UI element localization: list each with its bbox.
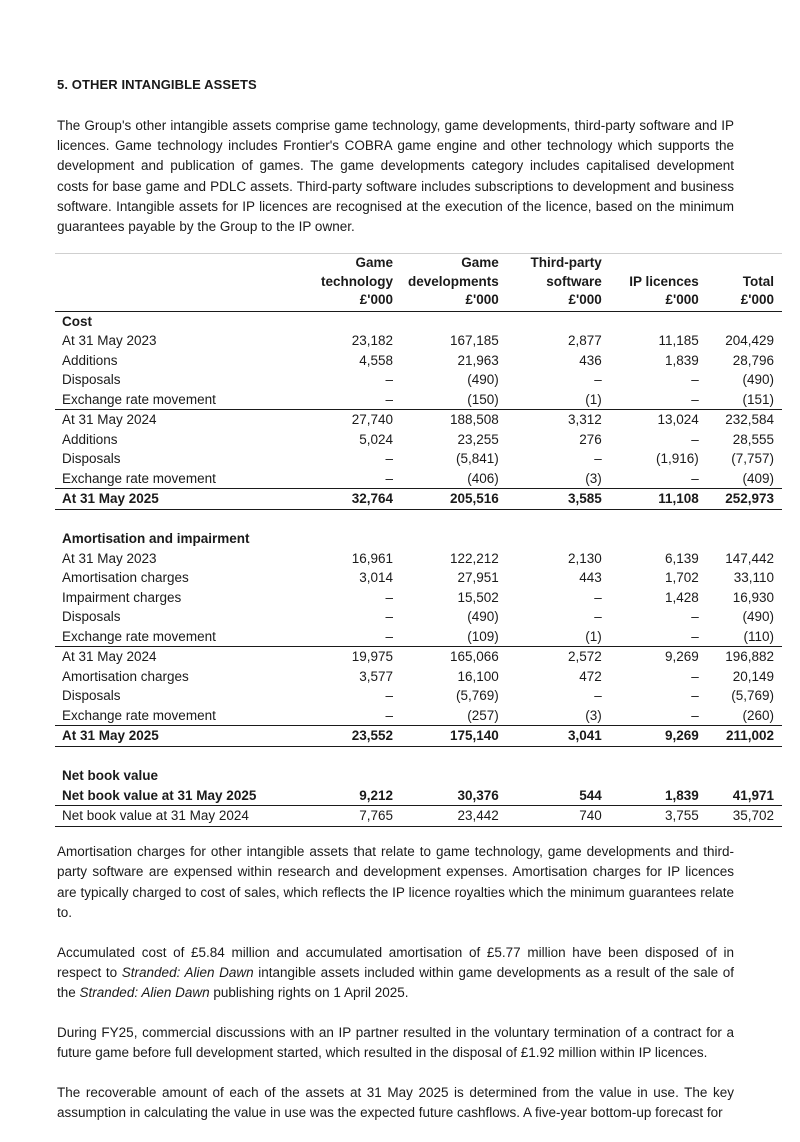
row-label: Exchange rate movement (62, 707, 216, 723)
row-label: At 31 May 2025 (55, 489, 306, 510)
cell-value: – (594, 589, 602, 605)
cell-value: 1,839 (610, 786, 707, 806)
cell-value: (1) (585, 628, 602, 644)
cell-value: – (385, 451, 393, 466)
cell-value: – (691, 391, 699, 407)
col-header-line: technology (320, 273, 393, 289)
cell-value: – (385, 372, 393, 387)
cell-value: 205,516 (401, 489, 507, 510)
cell-value: (406) (467, 470, 499, 486)
cell-value: 9,269 (610, 726, 707, 747)
row-label: Exchange rate movement (62, 628, 216, 644)
cell-value: – (594, 451, 602, 466)
amortisation-row (55, 549, 782, 569)
row-label: Disposals (62, 688, 121, 703)
cell-value: 443 (579, 570, 602, 585)
col-header-line: Game (355, 255, 393, 270)
cell-value: – (691, 609, 699, 624)
col-header-ip-licences (610, 254, 707, 312)
section-title: Amortisation and impairment (62, 531, 250, 546)
amortisation-row (55, 667, 782, 687)
cost-row (55, 390, 782, 410)
cell-value: (150) (467, 391, 499, 407)
row-label: Impairment charges (62, 589, 182, 605)
cell-value: – (691, 470, 699, 486)
nbv-row (55, 806, 782, 827)
notes-paragraphs (57, 842, 734, 1142)
cell-value: – (594, 688, 602, 703)
amortisation-row (55, 568, 782, 588)
cell-value: 23,552 (306, 726, 401, 747)
cell-value: – (691, 628, 699, 644)
cell-value: – (691, 707, 699, 723)
cell-value: 41,971 (707, 786, 782, 806)
row-label: Exchange rate movement (62, 470, 216, 486)
cell-value: (5,769) (456, 688, 499, 703)
cell-value: – (385, 609, 393, 624)
row-label: Amortisation charges (62, 668, 189, 684)
nbv-row (55, 786, 782, 806)
cell-value: (1,916) (656, 451, 699, 466)
row-label: Disposals (62, 451, 121, 466)
cell-value: 1,839 (664, 352, 699, 368)
col-header-game-technology (306, 254, 401, 312)
cell-value: – (691, 668, 699, 684)
paragraph-ip-termination: During FY25, commercial discussions with an IP partner resulted in the voluntary termination of a contract for a future game before full development started, which resulted in the disposal of £1.92 million within IP licences. (57, 1024, 734, 1061)
row-label: Amortisation charges (62, 570, 189, 585)
intangible-assets-table (55, 253, 782, 827)
cell-value: 204,429 (725, 333, 774, 348)
cell-value: 19,975 (306, 647, 401, 667)
cell-value: – (385, 589, 393, 605)
paragraph-text: Accumulated cost of £5.84 million and accumulated amortisation of £5.77 million have been disposed of in respect to (57, 944, 734, 981)
cell-value: (1) (585, 391, 602, 407)
amortisation-row (55, 706, 782, 726)
cell-value: – (385, 391, 393, 407)
col-header-unit: £'000 (465, 292, 499, 307)
table-body (55, 311, 782, 826)
cell-value: 122,212 (449, 550, 499, 566)
cell-value: 5,024 (359, 431, 393, 447)
cell-value: 27,740 (306, 410, 401, 430)
row-label: Disposals (62, 609, 121, 624)
cost-row (55, 331, 782, 351)
cell-value: 147,442 (725, 550, 774, 566)
row-label: Disposals (62, 372, 121, 387)
amortisation-row (55, 726, 782, 747)
cell-value: 21,963 (457, 352, 499, 368)
cost-row (55, 469, 782, 489)
cell-value: 544 (507, 786, 610, 806)
amortisation-row (55, 607, 782, 627)
cell-value: 3,585 (507, 489, 610, 510)
cell-value: (3) (585, 470, 602, 486)
cell-value: (110) (743, 628, 774, 644)
row-label: At 31 May 2023 (62, 550, 157, 566)
cell-value: 32,764 (306, 489, 401, 510)
cost-row (55, 430, 782, 450)
row-label: Exchange rate movement (62, 391, 216, 407)
col-header-unit: £'000 (665, 292, 699, 307)
cell-value: 23,255 (457, 431, 499, 447)
col-header-third-party-software (507, 254, 610, 312)
cost-row (55, 489, 782, 510)
col-header-unit: £'000 (359, 292, 393, 307)
col-header-line: developments (408, 273, 499, 289)
cell-value: 252,973 (707, 489, 782, 510)
row-label: Net book value at 31 May 2025 (55, 786, 306, 806)
cell-value: 9,269 (610, 647, 707, 667)
cell-value: 20,149 (732, 668, 774, 684)
amortisation-row (55, 647, 782, 667)
section-title: Net book value (62, 768, 159, 783)
cell-value: (5,769) (731, 688, 774, 703)
cell-value: 211,002 (707, 726, 782, 747)
cell-value: 3,041 (507, 726, 610, 747)
cell-value: (7,757) (731, 451, 774, 466)
paragraph-text: intangible assets included within game developments as a result of the sale of the (57, 965, 734, 1001)
cell-value: 23,442 (401, 806, 507, 827)
cell-value: – (385, 628, 393, 644)
cell-value: 27,951 (457, 570, 499, 585)
paragraph-recoverable-amount: The recoverable amount of each of the assets at 31 May 2025 is determined from the value in use. The key assumption in calculating the value in use was the expected future cashflows. A five-year bottom-up forecast for (57, 1084, 734, 1121)
cell-value: (109) (467, 628, 499, 644)
amortisation-row (55, 686, 782, 706)
cell-value: 28,796 (732, 352, 774, 368)
cell-value: 35,702 (707, 806, 782, 827)
cell-value: – (691, 372, 699, 387)
cell-value: – (594, 609, 602, 624)
amortisation-row (55, 588, 782, 608)
cell-value: – (594, 372, 602, 387)
row-label: At 31 May 2024 (55, 647, 306, 667)
col-header-line: Total (742, 273, 774, 289)
col-header-line: IP licences (629, 273, 699, 289)
spacer-cell (55, 509, 782, 529)
row-label: At 31 May 2023 (62, 333, 157, 348)
col-header-game-developments (401, 254, 507, 312)
cell-value: 740 (507, 806, 610, 827)
cell-value: 23,182 (351, 333, 393, 348)
col-header-line: Game (461, 255, 499, 270)
cell-value: – (691, 688, 699, 703)
cell-value: 196,882 (707, 647, 782, 667)
section-heading: 5. OTHER INTANGIBLE ASSETS (57, 77, 257, 92)
cell-value: 13,024 (610, 410, 707, 430)
section-title: Cost (62, 313, 92, 329)
spacer-row (55, 509, 782, 529)
cell-value: 16,930 (732, 589, 774, 605)
cell-value: 9,212 (306, 786, 401, 806)
cell-value: 2,572 (507, 647, 610, 667)
cell-value: (260) (742, 707, 774, 723)
cell-value: – (385, 688, 393, 703)
cell-value: (490) (742, 609, 774, 624)
cell-value: 16,961 (351, 550, 393, 566)
cell-value: 472 (579, 668, 602, 684)
cost-row (55, 449, 782, 469)
cost-row (55, 351, 782, 371)
cell-value: 6,139 (664, 550, 699, 566)
col-header-total (707, 254, 782, 312)
cell-value: 3,014 (359, 570, 393, 585)
cell-value: (490) (742, 372, 774, 387)
cell-value: – (385, 707, 393, 723)
cell-value: (257) (467, 707, 499, 723)
cell-value: (409) (742, 470, 774, 486)
game-title: Stranded: Alien Dawn (121, 965, 254, 981)
table-header-row (55, 254, 782, 312)
amortisation-row (55, 627, 782, 647)
cell-value: 165,066 (401, 647, 507, 667)
col-header-line: software (546, 273, 602, 289)
cell-value: (151) (742, 391, 774, 407)
cost-row (55, 410, 782, 430)
row-label: Additions (62, 352, 118, 368)
row-label: Net book value at 31 May 2024 (55, 806, 306, 827)
nbv-section-title (55, 766, 782, 786)
cost-row (55, 370, 782, 390)
cell-value: 33,110 (733, 570, 774, 585)
col-header-unit: £'000 (568, 292, 602, 307)
cell-value: (490) (467, 372, 499, 387)
cell-value: 7,765 (306, 806, 401, 827)
cell-value: 2,877 (567, 333, 602, 348)
intro-paragraph: The Group's other intangible assets comprise game technology, game developments, third-party software and IP licences. Game technology includes Frontier's COBRA game engine and other technology which supports the development and publication of games. The game developments category includes capitalised development costs for base game and PDLC assets. Third-party software includes subscriptions to development and business software. Intangible assets for IP licences are recognised at the execution of the licence, based on the minimum guarantees payable by the Group to the IP owner. (57, 118, 734, 235)
cell-value: – (691, 431, 699, 447)
spacer-row (55, 746, 782, 766)
cell-value: 16,100 (457, 668, 499, 684)
spacer-cell (55, 746, 782, 766)
cell-value: 1,428 (664, 589, 699, 605)
cell-value: 3,577 (359, 668, 393, 684)
cell-value: 167,185 (449, 333, 499, 348)
cell-value: – (385, 470, 393, 486)
game-title: Stranded: Alien Dawn (79, 985, 210, 1001)
paragraph-amortisation: Amortisation charges for other intangible assets that relate to game technology, game developments and third-party software are expensed within research and development expenses. Amortisation charges for IP licences are typically charged to cost of sales, which reflects the IP licence royalties which the minimum guarantees relate to. (57, 844, 734, 921)
cell-value: 4,558 (359, 352, 393, 368)
label-column-header (55, 254, 306, 312)
cell-value: 3,312 (507, 410, 610, 430)
cell-value: 1,702 (664, 570, 699, 585)
cell-value: (3) (585, 707, 602, 723)
cell-value: 436 (579, 352, 602, 368)
cell-value: 11,185 (658, 333, 699, 348)
row-label: At 31 May 2025 (55, 726, 306, 747)
paragraph-text: publishing rights on 1 April 2025. (209, 985, 409, 1001)
cell-value: (5,841) (456, 451, 499, 466)
cell-value: 3,755 (610, 806, 707, 827)
cell-value: 30,376 (401, 786, 507, 806)
row-label: Additions (62, 431, 118, 447)
cell-value: 11,108 (610, 489, 707, 510)
paragraph-disposal-stranded (57, 943, 734, 1004)
amortisation-section-title (55, 529, 782, 549)
cell-value: 15,502 (457, 589, 499, 605)
cell-value: 232,584 (707, 410, 782, 430)
col-header-unit: £'000 (740, 292, 774, 307)
cost-section-title (55, 311, 782, 331)
cell-value: 175,140 (401, 726, 507, 747)
cell-value: 28,555 (732, 431, 774, 447)
cell-value: 188,508 (401, 410, 507, 430)
cell-value: 2,130 (567, 550, 602, 566)
row-label: At 31 May 2024 (55, 410, 306, 430)
cell-value: (490) (467, 609, 499, 624)
cell-value: 276 (579, 431, 602, 447)
col-header-line: Third-party (530, 255, 602, 270)
